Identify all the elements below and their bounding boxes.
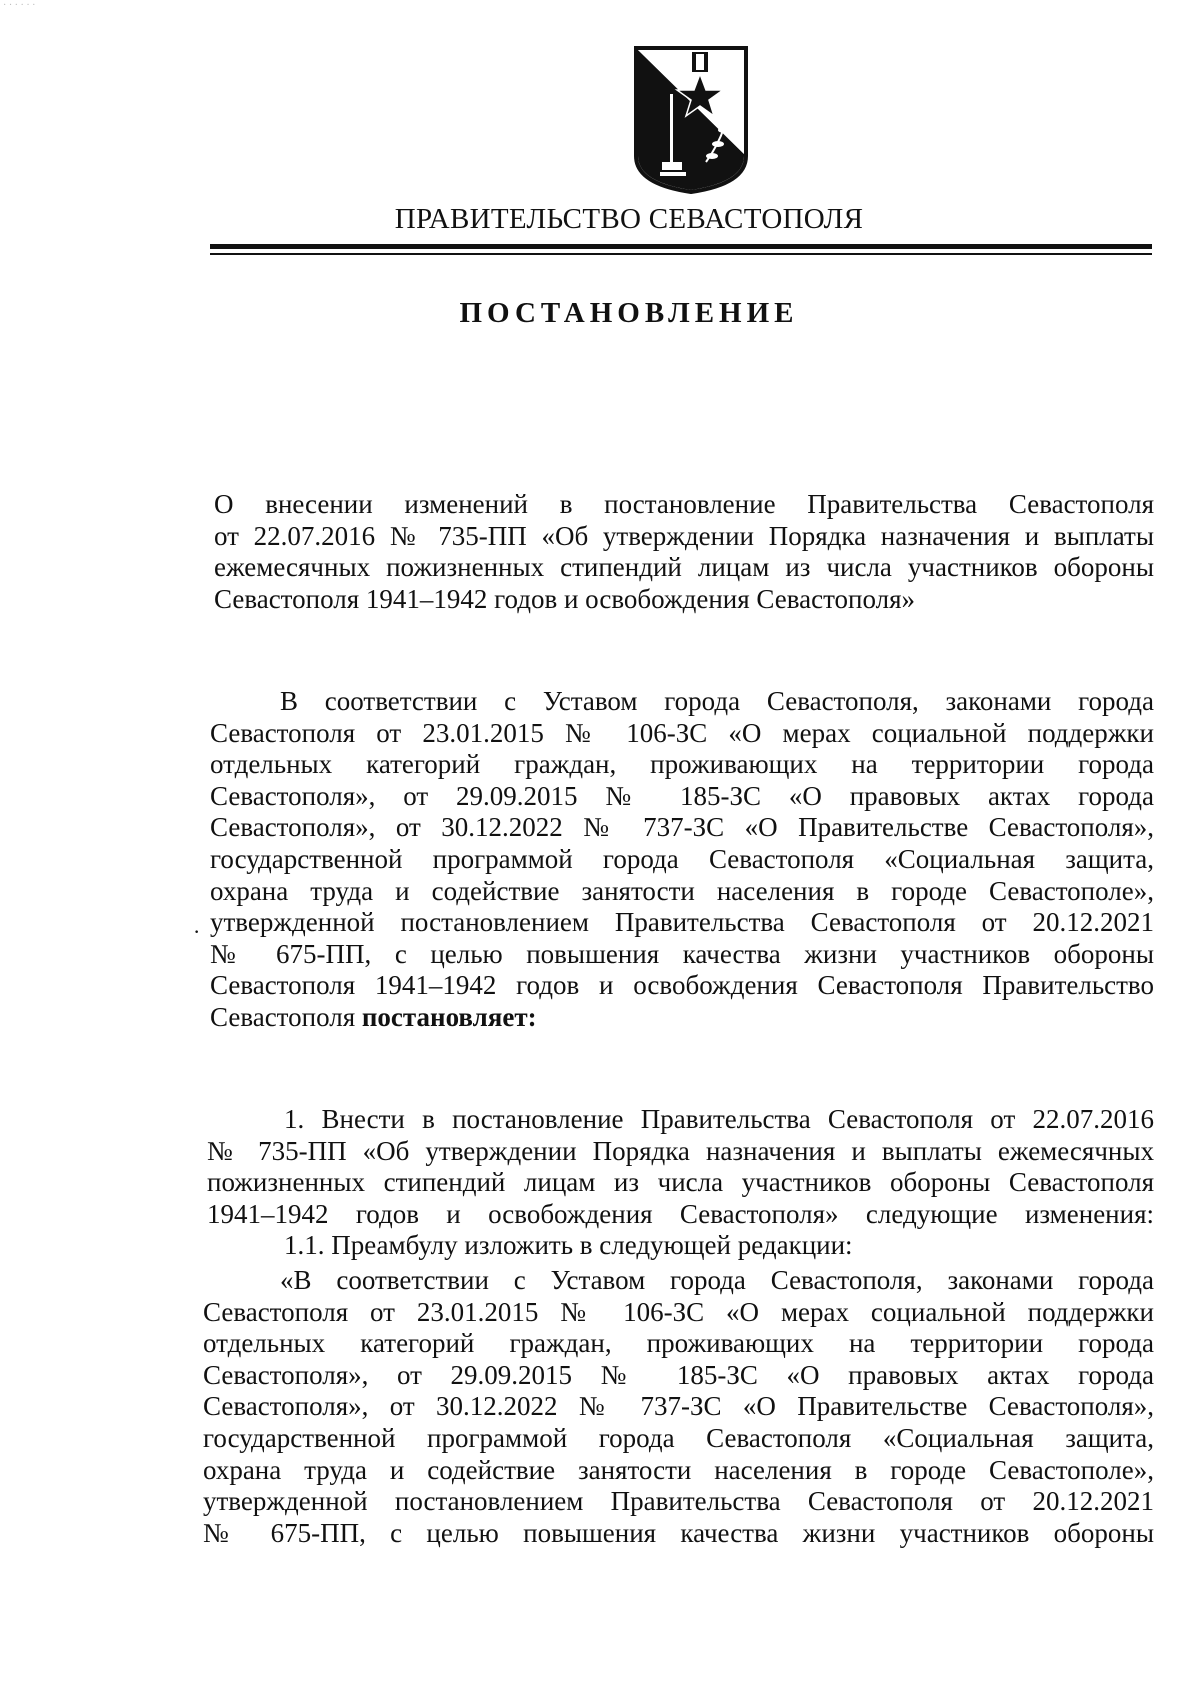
point-1-1-line: «В соответствии с Уставом города Севастополя, законами города bbox=[280, 1265, 1154, 1295]
header-rule-thick bbox=[210, 244, 1152, 249]
scan-marks: · · · · · · bbox=[3, 0, 36, 11]
preamble-paragraph bbox=[210, 686, 1154, 1034]
title-line: от 22.07.2016 № 735-ПП «Об утверждении Порядка назначения и выплаты bbox=[214, 520, 1154, 551]
preamble-line: охрана труда и содействие занятости населения в городе Севастополе», bbox=[210, 875, 1154, 906]
margin-dot: · bbox=[193, 919, 201, 944]
title-line: ежемесячных пожизненных стипендий лицам из числа участников обороны bbox=[214, 552, 1154, 583]
point-1 bbox=[207, 1104, 1154, 1262]
point-1-1-text bbox=[203, 1265, 1154, 1549]
preamble-line: Севастополя», от 30.12.2022 № 737-ЗС «О Правительстве Севастополя», bbox=[210, 812, 1154, 843]
preamble-final-line bbox=[210, 1002, 1154, 1034]
point-1-line: 1941–1942 годов и освобождения Севастополя» следующие изменения: bbox=[207, 1198, 1154, 1229]
point-1-1-line: утвержденной постановлением Правительства Севастополя от 20.12.2021 bbox=[203, 1486, 1154, 1517]
preamble-final-text: Севастополя bbox=[210, 1001, 362, 1032]
preamble-line: Севастополя 1941–1942 годов и освобождения Севастополя Правительство bbox=[210, 970, 1154, 1001]
point-1-1-line: Севастополя», от 30.12.2022 № 737-ЗС «О Правительстве Севастополя», bbox=[203, 1391, 1154, 1422]
point-1-1-line: Севастополя», от 29.09.2015 № 185-ЗС «О правовых актах города bbox=[203, 1359, 1154, 1390]
point-1-1-heading: 1.1. Преамбулу изложить в следующей редакции: bbox=[284, 1230, 853, 1261]
point-1-1-line: № 675-ПП, с целью повышения качества жизни участников обороны bbox=[203, 1517, 1154, 1548]
point-1-1-line: охрана труда и содействие занятости населения в городе Севастополе», bbox=[203, 1454, 1154, 1485]
point-1-line: 1. Внести в постановление Правительства Севастополя от 22.07.2016 bbox=[284, 1104, 1154, 1134]
point-1-1-line: Севастополя от 23.01.2015 № 106-ЗС «О мерах социальной поддержки bbox=[203, 1296, 1154, 1327]
preamble-line: В соответствии с Уставом города Севастополя, законами города bbox=[280, 686, 1154, 716]
preamble-line: государственной программой города Севастополя «Социальная защита, bbox=[210, 843, 1154, 874]
preamble-line: отдельных категорий граждан, проживающих на территории города bbox=[210, 749, 1154, 780]
preamble-line: № 675-ПП, с целью повышения качества жизни участников обороны bbox=[210, 938, 1154, 969]
point-1-line: пожизненных стипендий лицам из числа участников обороны Севастополя bbox=[207, 1167, 1154, 1198]
point-1-1-line: государственной программой города Севастополя «Социальная защита, bbox=[203, 1422, 1154, 1453]
title-line: Севастополя 1941–1942 годов и освобождения Севастополя» bbox=[214, 583, 916, 614]
document-type: ПОСТАНОВЛЕНИЕ bbox=[459, 297, 799, 329]
resolves-keyword: постановляет: bbox=[361, 1001, 537, 1032]
title-line: О внесении изменений в постановление Правительства Севастополя bbox=[214, 489, 1154, 519]
government-name: ПРАВИТЕЛЬСТВО СЕВАСТОПОЛЯ bbox=[394, 203, 864, 235]
preamble-line: Севастополя», от 29.09.2015 № 185-ЗС «О правовых актах города bbox=[210, 780, 1154, 811]
preamble-line: утвержденной постановлением Правительства Севастополя от 20.12.2021 bbox=[210, 907, 1154, 938]
header-rule-thin bbox=[210, 253, 1152, 255]
document-title bbox=[214, 489, 1154, 615]
point-1-1-line: отдельных категорий граждан, проживающих на территории города bbox=[203, 1328, 1154, 1359]
preamble-line: Севастополя от 23.01.2015 № 106-ЗС «О мерах социальной поддержки bbox=[210, 717, 1154, 748]
coat-of-arms-icon bbox=[632, 44, 750, 194]
point-1-line: № 735-ПП «Об утверждении Порядка назначения и выплаты ежемесячных bbox=[207, 1135, 1154, 1166]
